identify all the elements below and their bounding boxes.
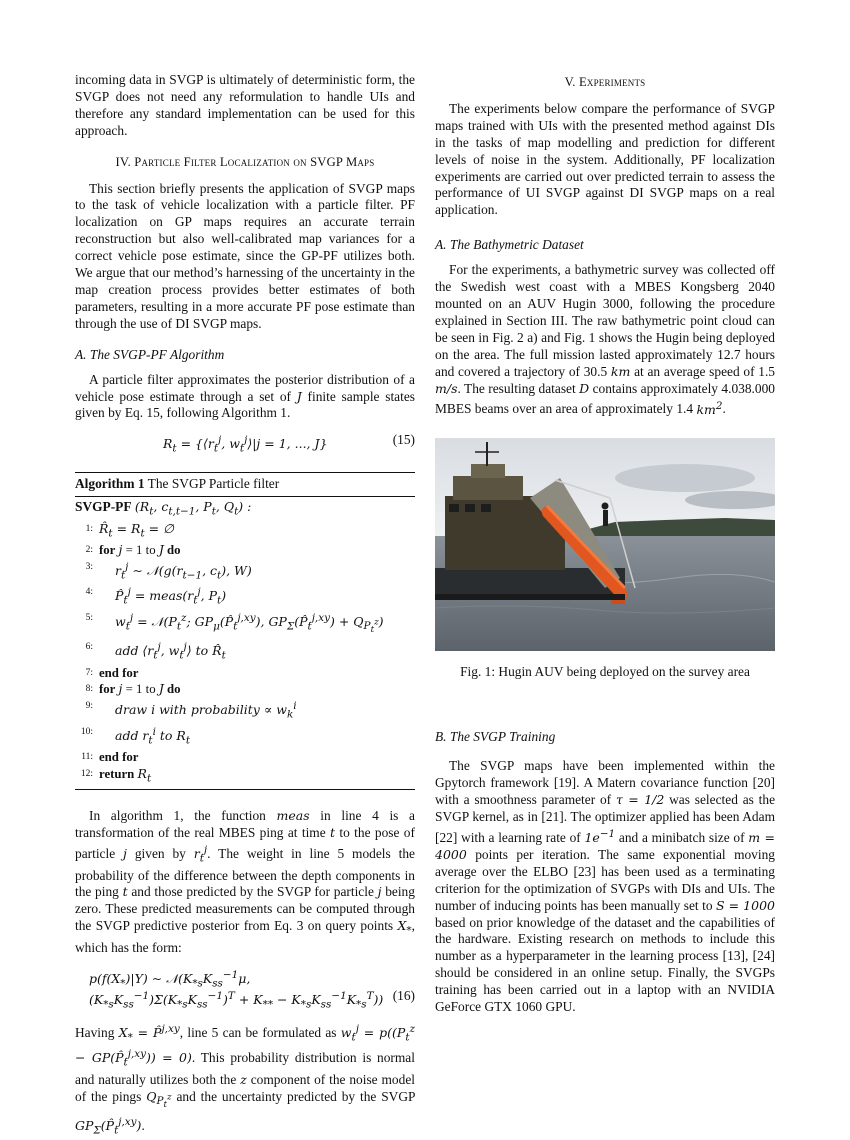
algo-line: 7: end for bbox=[85, 665, 139, 680]
algo-line: 8: for j = 1 to J do bbox=[85, 681, 181, 697]
algo-line: 6: add $⟨r_t^j$, $w_t^j⟩$ to $R̂_t$ bbox=[85, 641, 226, 662]
training-paragraph: The SVGP maps have been implemented within the Gpytorch framework [19]. A Matern covariance function [20] with a smoothness parameter of τ = 1/2 was selected as the SVGP kernel, as in [21]. The optimizer applied has been Adam [22] with a learning rate of $1e^{-1}$ and a minibatch size of m = 4000 points per iteration. The same exponential moving average over the ELBO [23] has been used as a terminating criterion for the optimization of SVGPs with DIs and UIs. The number of inducing points has been manually set to S = 1000 based on prior knowledge of the dataset and the capabilities of the hardware. Existing research on methods to include this number as a hyperparameter in the learning process [13], [24] should be considered in an online setup. Finally, the SVGPs training has been carried out in a laptop with an NVIDIA GeForce GTX 1060 GPU. bbox=[435, 758, 776, 1015]
section-v-paragraph: The experiments below compare the performance of SVGP maps trained with UIs with the presented method against DIs in the tasks of map modelling and prediction for different levels of noise in the system. Additionally, PF localization experiments are carried out over predicted terrain to assess the performance of UI SVGP against DI SVGP maps on a real application. bbox=[435, 100, 775, 218]
bathymetric-paragraph: For the experiments, a bathymetric survey was collected off the Swedish west coast with a MBES Kongsberg 2040 mounted on an AUV Hugin 3000, following the procedure explained in Section III. The raw bathymetric point cloud can be seen in Fig. 2 a) and Fig. 1 shows the Hugin being deployed on the area. The full mission lasted approximately 12.7 hours and covered a trajectory of 30.5 km at an average speed of 1.5 m/s. The resulting dataset D contains approximately 4.038.000 MBES beams over an area of approximately 1.4 $km^2$. bbox=[435, 262, 776, 417]
section-v-heading: V. Experiments bbox=[564, 75, 646, 89]
left-column bbox=[75, 72, 415, 1140]
equation-15: $R_t$ = {$⟨r_t^j$, $w_t^j⟩|j = 1$, ..., J} (15) bbox=[163, 432, 415, 455]
section-iv-heading: IV. Particle Filter Localization on SVGP Maps bbox=[115, 154, 375, 169]
subsection-bathymetric-heading: A. The Bathymetric Dataset bbox=[435, 237, 584, 253]
algo-line: 12: return $R_t$ bbox=[80, 765, 152, 785]
subsection-training-heading: B. The SVGP Training bbox=[435, 729, 556, 745]
algo-line: 4: $P̂_t^j$ = $meas(r_t^j$, $P_t$) bbox=[85, 586, 227, 607]
algorithm-1 bbox=[75, 472, 415, 790]
algo-line: 1: $R̂_t = R_t$ = ∅ bbox=[85, 520, 174, 540]
section-iv-paragraph: This section briefly presents the application of SVGP maps to the task of vehicle localization with a particle filter. PF localization on GP maps requires an accurate terrain reconstruction but also well-calibrated map variances for a correct vehicle pose estimate, since the GP-PF utilizes both. We argue that our method’s harnessing of the uncertainty in the map creation process provides better estimates of both parameters, resulting in a more accurate PF pose estimate than through the use of DI SVGP maps. bbox=[75, 180, 415, 331]
closing-paragraph: Having $X_*$ = P̂$^{j,xy}$, line 5 can be formulated as $w_t^j = p((P_t^z$ − $GP(P̂_t^{j,xy})) = 0$). This probability distribution is normal and naturally utilizes both the z component of the noise model of the pings $Q_{P_t^z}$ and the uncertainty predicted by the SVGP $GP_\Sigma(P̂_t^{j,xy})$. bbox=[75, 1022, 415, 1137]
hugin-auv-photo bbox=[435, 438, 775, 651]
subsection-a-heading: A. The SVGP-PF Algorithm bbox=[75, 346, 225, 362]
equation-15-number: (15) bbox=[392, 432, 415, 448]
algo-line: 3: $r_t^j$ ∼ $𝒩(g(r_{t-1}$, $c_t$), W) bbox=[85, 560, 252, 582]
intro-paragraph: incoming data in SVGP is ultimately of deterministic form, the SVGP does not need any reformulation to handle UIs and therefore any standard implementation can be used for this approach. bbox=[75, 72, 415, 138]
algorithm-explanation-paragraph: In algorithm 1, the function meas in line 4 is a transformation of the real MBES ping at time t to the pose of particle j given by $r_t^j$. The weight in line 5 models the probability of the difference between the depth components in the ping t and those predicted by the SVGP for particle j being zero. These predicted measurements can be computed through the SVGP predictive posterior from Eq. 3 on query points $X_*$, which has the form: bbox=[75, 808, 415, 955]
algorithm-caption: Algorithm 1 The SVGP Particle filter bbox=[75, 473, 415, 497]
equation-16: $p(f(X_*)|Y)$ ∼ $𝒩(K_{*s}K_{ss}^{-1}\mu$, $(K_{*s}K_{ss}^{-1})\Sigma(K_{*s}K_{ss}^{-1})^T + K_{**} - K_{*s}K_{ss}^{-1}K_{*s}^T$)) (16) bbox=[89, 968, 415, 1011]
algo-line: 5: $w_t^j$ = $𝒩(P_t^z$; $GP_\mu(P̂_t^{j,xy})$, $GP_\Sigma(P̂_t^{j,xy}) + Q_{P_t^z}$) bbox=[85, 611, 384, 636]
right-column bbox=[435, 72, 775, 1016]
algo-line: 9: draw i with probability ∝ $w_k^i$ bbox=[85, 700, 297, 721]
subsection-a-paragraph: A particle filter approximates the posterior distribution of a vehicle pose estimate through a set of J finite sample states given by Eq. 15, following Algorithm 1. bbox=[75, 371, 415, 421]
algorithm-signature: SVGP-PF ($R_t$, $c_{t,t-1}$, $P_t$, $Q_t$) : bbox=[75, 499, 252, 518]
figure-1-caption: Fig. 1: Hugin AUV being deployed on the survey area bbox=[460, 664, 750, 680]
algo-line: 2: for j = 1 to J do bbox=[85, 541, 181, 557]
algo-line: 11: end for bbox=[81, 750, 139, 765]
equation-16-number: (16) bbox=[392, 987, 415, 1003]
algo-line: 10: add $r_t^i$ to $R_t$ bbox=[80, 725, 191, 747]
